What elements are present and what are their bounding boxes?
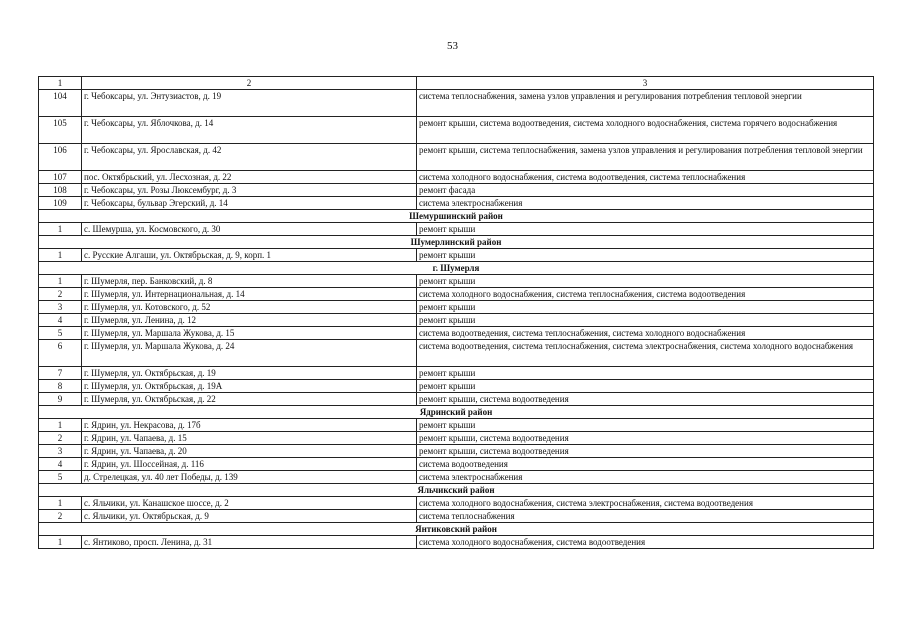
address-cell: с. Русские Алгаши, ул. Октябрьская, д. 9, корп. 1 [82,249,417,262]
address-cell: г. Шумерля, ул. Котовского, д. 52 [82,301,417,314]
row-number-cell: 4 [39,314,82,327]
address-cell: с. Янтиково, просп. Ленина, д. 31 [82,536,417,549]
table-row [39,117,874,144]
table-row [39,445,874,458]
table-row [39,327,874,340]
work-type-cell: ремонт крыши [417,301,874,314]
row-number-cell: 4 [39,458,82,471]
work-type-cell: система теплоснабжения [417,510,874,523]
section-title: г. Шумерля [39,262,874,275]
address-cell: с. Яльчики, ул. Октябрьская, д. 9 [82,510,417,523]
address-cell: г. Шумерля, ул. Октябрьская, д. 19А [82,380,417,393]
row-number-cell: 5 [39,327,82,340]
table-row [39,275,874,288]
table-row [39,340,874,367]
table-row [39,144,874,171]
row-number-cell: 5 [39,471,82,484]
work-type-cell: система теплоснабжения, замена узлов управления и регулирования потребления тепловой энергии [417,90,874,117]
table-row [39,197,874,210]
table-row [39,301,874,314]
work-type-cell: ремонт крыши [417,249,874,262]
work-type-cell: система холодного водоснабжения, система водоотведения [417,536,874,549]
address-cell: г. Шумерля, ул. Октябрьская, д. 19 [82,367,417,380]
table-row [39,367,874,380]
row-number-cell: 1 [39,275,82,288]
column-header-2: 2 [82,77,417,90]
work-type-cell: ремонт крыши [417,223,874,236]
address-cell: г. Чебоксары, ул. Энтузиастов, д. 19 [82,90,417,117]
section-title: Янтиковский район [39,523,874,536]
work-type-cell: ремонт крыши [417,367,874,380]
row-number-cell: 1 [39,497,82,510]
work-type-cell: система электроснабжения [417,197,874,210]
work-type-cell: ремонт крыши, система водоотведения [417,432,874,445]
address-cell: с. Яльчики, ул. Канашское шоссе, д. 2 [82,497,417,510]
row-number-cell: 105 [39,117,82,144]
row-number-cell: 108 [39,184,82,197]
work-type-cell: ремонт фасада [417,184,874,197]
row-number-cell: 3 [39,445,82,458]
section-title: Шемуршинский район [39,210,874,223]
address-cell: пос. Октябрьский, ул. Лесхозная, д. 22 [82,171,417,184]
table-row [39,497,874,510]
page-number: 53 [447,40,458,52]
row-number-cell: 2 [39,510,82,523]
table-row [39,171,874,184]
row-number-cell: 104 [39,90,82,117]
row-number-cell: 107 [39,171,82,184]
address-cell: д. Стрелецкая, ул. 40 лет Победы, д. 139 [82,471,417,484]
work-type-cell: ремонт крыши [417,380,874,393]
address-cell: г. Чебоксары, ул. Яблочкова, д. 14 [82,117,417,144]
work-type-cell: ремонт крыши, система водоотведения [417,445,874,458]
section-row [39,523,874,536]
table-row [39,510,874,523]
work-type-cell: ремонт крыши, система теплоснабжения, замена узлов управления и регулирования потребления тепловой энергии [417,144,874,171]
row-number-cell: 106 [39,144,82,171]
row-number-cell: 2 [39,288,82,301]
row-number-cell: 3 [39,301,82,314]
table-row [39,536,874,549]
table-row [39,249,874,262]
work-type-cell: ремонт крыши [417,419,874,432]
section-row [39,262,874,275]
table-header-row [39,77,874,90]
address-cell: г. Ядрин, ул. Некрасова, д. 17б [82,419,417,432]
table-row [39,471,874,484]
address-cell: г. Шумерля, ул. Маршала Жукова, д. 24 [82,340,417,367]
section-title: Яльчикский район [39,484,874,497]
table-row [39,90,874,117]
repair-program-table [38,76,874,549]
row-number-cell: 6 [39,340,82,367]
table-row [39,393,874,406]
address-cell: г. Чебоксары, ул. Ярославская, д. 42 [82,144,417,171]
work-type-cell: система холодного водоснабжения, система теплоснабжения, система водоотведения [417,288,874,301]
work-type-cell: система холодного водоснабжения, система водоотведения, система теплоснабжения [417,171,874,184]
row-number-cell: 8 [39,380,82,393]
row-number-cell: 2 [39,432,82,445]
address-cell: г. Шумерля, ул. Ленина, д. 12 [82,314,417,327]
table-row [39,314,874,327]
address-cell: г. Чебоксары, ул. Розы Люксембург, д. 3 [82,184,417,197]
work-type-cell: система водоотведения, система теплоснабжения, система электроснабжения, система холодного водоснабжения [417,340,874,367]
address-cell: г. Ядрин, ул. Чапаева, д. 15 [82,432,417,445]
work-type-cell: ремонт крыши [417,314,874,327]
section-row [39,406,874,419]
column-header-1: 1 [39,77,82,90]
row-number-cell: 1 [39,223,82,236]
work-type-cell: ремонт крыши, система водоотведения [417,393,874,406]
table-row [39,432,874,445]
column-header-3: 3 [417,77,874,90]
section-title: Ядринский район [39,406,874,419]
address-cell: г. Ядрин, ул. Чапаева, д. 20 [82,445,417,458]
row-number-cell: 7 [39,367,82,380]
address-cell: г. Шумерля, ул. Октябрьская, д. 22 [82,393,417,406]
section-row [39,236,874,249]
work-type-cell: система электроснабжения [417,471,874,484]
table-row [39,419,874,432]
table-row [39,223,874,236]
address-cell: с. Шемурша, ул. Космовского, д. 30 [82,223,417,236]
address-cell: г. Шумерля, ул. Интернациональная, д. 14 [82,288,417,301]
row-number-cell: 1 [39,419,82,432]
table-row [39,288,874,301]
section-row [39,484,874,497]
table-row [39,458,874,471]
row-number-cell: 9 [39,393,82,406]
address-cell: г. Шумерля, ул. Маршала Жукова, д. 15 [82,327,417,340]
address-cell: г. Чебоксары, бульвар Эгерский, д. 14 [82,197,417,210]
work-type-cell: ремонт крыши, система водоотведения, система холодного водоснабжения, система горячего водоснабжения [417,117,874,144]
work-type-cell: система водоотведения [417,458,874,471]
row-number-cell: 1 [39,249,82,262]
row-number-cell: 109 [39,197,82,210]
table-row [39,380,874,393]
address-cell: г. Ядрин, ул. Шоссейная, д. 116 [82,458,417,471]
work-type-cell: система холодного водоснабжения, система электроснабжения, система водоотведения [417,497,874,510]
work-type-cell: система водоотведения, система теплоснабжения, система холодного водоснабжения [417,327,874,340]
row-number-cell: 1 [39,536,82,549]
work-type-cell: ремонт крыши [417,275,874,288]
address-cell: г. Шумерля, пер. Банковский, д. 8 [82,275,417,288]
section-title: Шумерлинский район [39,236,874,249]
table-row [39,184,874,197]
section-row [39,210,874,223]
